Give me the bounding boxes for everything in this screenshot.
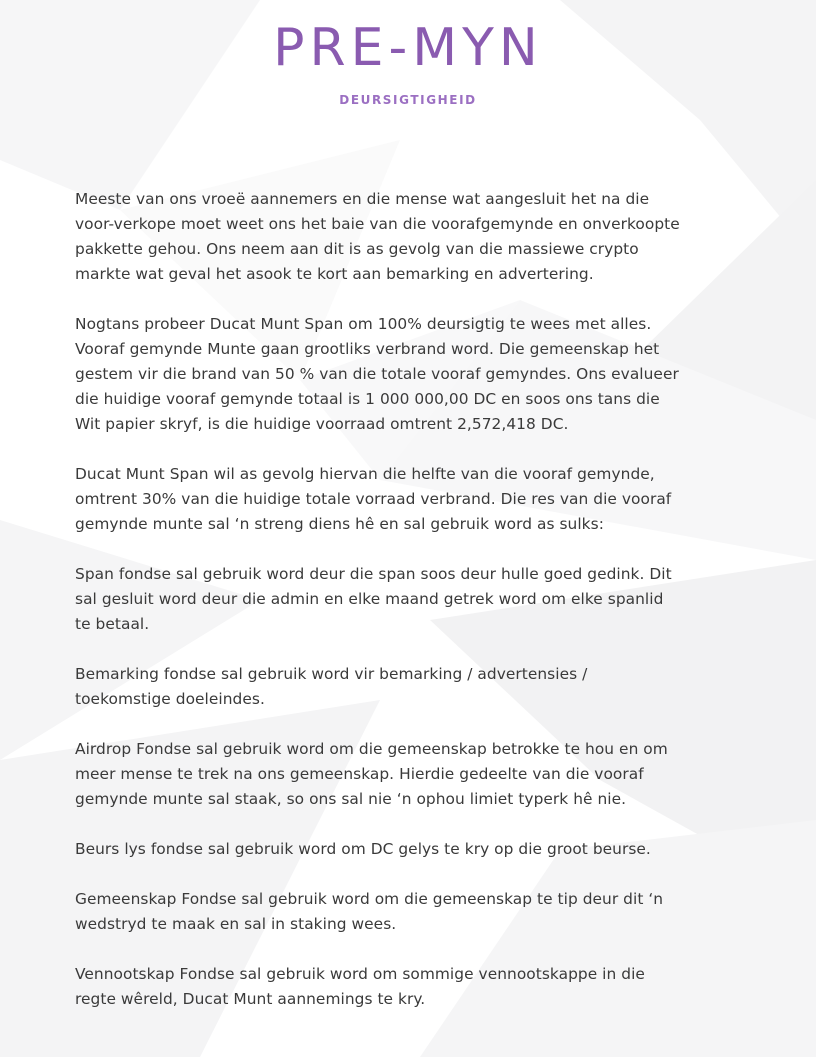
paragraph-transparency: Nogtans probeer Ducat Munt Span om 100% deursigtig te wees met alles. Vooraf gemynde Munte gaan grootliks verbrand word. Die gemeenskap het gestem vir die brand van 50 % van die totale vooraf gemyndes. Ons evalueer die huidige vooraf gemynde totaal is 1 000 000,00 DC en soos ons tans die Wit papier skryf, is die huidige voorraad omtrent 2,572,418 DC. <box>75 315 679 433</box>
paragraph-team-funds: Span fondse sal gebruik word deur die span soos deur hulle goed gedink. Dit sal gesluit word deur die admin en elke maand getrek word om elke spanlid te betaal. <box>75 565 672 633</box>
paragraph-airdrop-funds: Airdrop Fondse sal gebruik word om die gemeenskap betrokke te hou en om meer mense te trek na ons gemeenskap. Hierdie gedeelte van die vooraf gemynde munte sal staak, so ons sal nie ‘n ophou limiet typerk hê nie. <box>75 740 668 808</box>
paragraph-early-adopters: Meeste van ons vroeë aannemers en die mense wat aangesluit het na die voor-verkope moet weet ons het baie van die voorafgemynde en onverkoopte pakkette gehou. Ons neem aan dit is as gevolg van die massiewe crypto markte wat geval het asook te kort aan bemarking en advertering. <box>75 190 680 283</box>
paragraph-community-funds: Gemeenskap Fondse sal gebruik word om die gemeenskap te tip deur dit ‘n wedstryd te maak en sal in staking wees. <box>75 890 664 933</box>
page-subtitle: DEURSIGTIGHEID <box>339 93 477 107</box>
paragraph-burn-plan: Ducat Munt Span wil as gevolg hiervan die helfte van die vooraf gemynde, omtrent 30% van die huidige totale vorraad verbrand. Die res van die vooraf gemynde munte sal ‘n streng diens hê en sal gebruik word as sulks: <box>75 465 672 533</box>
paragraph-exchange-funds: Beurs lys fondse sal gebruik word om DC gelys te kry op die groot beurse. <box>75 840 651 858</box>
page-title: PRE-MYN <box>273 18 543 78</box>
document-body <box>75 187 750 1037</box>
paragraph-partnership-funds: Vennootskap Fondse sal gebruik word om sommige vennootskappe in die regte wêreld, Ducat Munt aannemings te kry. <box>75 965 645 1008</box>
paragraph-marketing-funds: Bemarking fondse sal gebruik word vir bemarking / advertensies / toekomstige doeleindes. <box>75 665 588 708</box>
